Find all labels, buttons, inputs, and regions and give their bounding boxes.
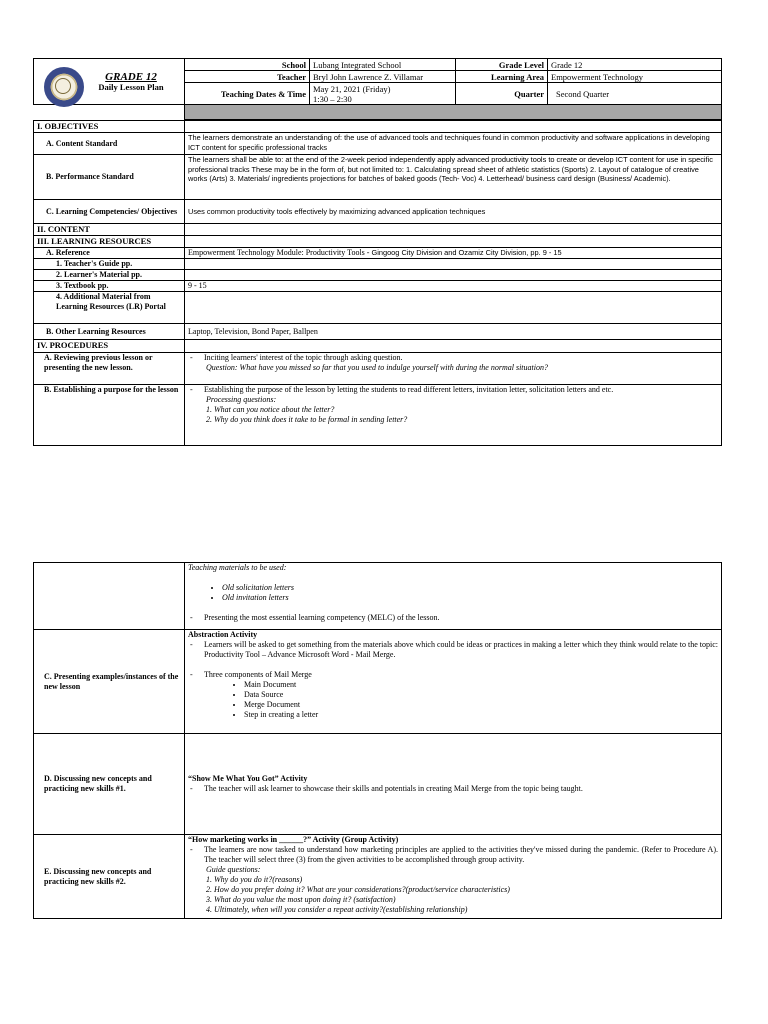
quarter-value: Second Quarter: [548, 83, 722, 105]
reference-text-module: Empowerment Technology Module: Productivity Tools -: [188, 248, 372, 257]
textbook-label: 3. Textbook pp.: [34, 281, 185, 292]
learning-area-label: Learning Area: [456, 71, 548, 83]
mail-merge-component: • Step in creating a letter: [244, 710, 718, 720]
additional-material-label: 4. Additional Material from Learning Resources (LR) Portal: [34, 292, 185, 324]
material-item: • Old solicitation letters: [222, 583, 718, 593]
processing-question-2: 2. Why do you think does it take to be formal in sending letter?: [206, 415, 408, 424]
teacher-label: Teacher: [185, 71, 310, 83]
dates-value-time: 1:30 – 2:30: [313, 93, 352, 104]
procedure-a-question: Question: What have you missed so far that you used to indulge yourself with during the normal situation?: [206, 363, 548, 372]
procedure-e-label: E. Discussing new concepts and practicing new skills #2.: [34, 835, 185, 919]
objectives-heading: I. OBJECTIVES: [34, 121, 185, 133]
dash-mark: -: [190, 385, 193, 394]
procedure-b-continued: [185, 563, 722, 630]
dash-mark: -: [190, 670, 193, 679]
quarter-label: Quarter: [456, 83, 548, 105]
dash-mark: -: [190, 784, 193, 793]
lesson-plan-page-2: [0, 562, 768, 919]
mail-merge-component: • Merge Document: [244, 700, 718, 710]
gray-band: [185, 105, 722, 120]
learners-material-label: 2. Learner's Material pp.: [34, 270, 185, 281]
guide-question-4: 4. Ultimately, when will you consider a repeat activity?(establishing relationship): [206, 905, 468, 914]
content-standard-label: A. Content Standard: [34, 133, 185, 155]
abstraction-activity-title: Abstraction Activity: [188, 630, 258, 639]
teacher-value: Bryl John Lawrence Z. Villamar: [310, 71, 456, 83]
dash-mark: -: [190, 640, 193, 649]
procedure-b-text: Establishing the purpose of the lesson by letting the students to read different letters, invitation letter, solicitation letters and etc.: [204, 385, 614, 394]
mail-merge-components-label: Three components of Mail Merge: [204, 670, 312, 679]
header-table: [33, 58, 722, 120]
dates-value-date: May 21, 2021 (Friday): [313, 83, 391, 94]
marketing-activity-title: “How marketing works in ______?” Activity (Group Activity): [188, 835, 399, 844]
dash-mark: -: [190, 613, 193, 622]
guide-question-2: 2. How do you prefer doing it? What are your considerations?(product/service characteristics): [206, 885, 510, 894]
procedure-b-content: [185, 385, 722, 446]
procedure-d-label: D. Discussing new concepts and practicing new skills #1.: [34, 734, 185, 835]
guide-question-1: 1. Why do you do it?(reasons): [206, 875, 303, 884]
procedures-heading: IV. PROCEDURES: [34, 340, 185, 353]
processing-question-1: 1. What can you notice about the letter?: [206, 405, 335, 414]
reference-label: A. Reference: [34, 248, 185, 259]
teachers-guide-label: 1. Teacher's Guide pp.: [34, 259, 185, 270]
textbook-value: 9 - 15: [185, 281, 722, 292]
dates-label: Teaching Dates & Time: [185, 83, 310, 105]
lesson-plan-page-1: [0, 58, 768, 446]
procedure-b-label: B. Establishing a purpose for the lesson: [34, 385, 185, 446]
processing-questions-label: Processing questions:: [206, 395, 277, 404]
dates-value: [310, 83, 456, 105]
grade-level-value: Grade 12: [548, 59, 722, 71]
content-heading: II. CONTENT: [34, 224, 185, 236]
learning-area-value: Empowerment Technology: [548, 71, 722, 83]
guide-questions-label: Guide questions:: [206, 865, 261, 874]
other-resources-value: Laptop, Television, Bond Paper, Ballpen: [185, 324, 722, 340]
material-item: • Old invitation letters: [222, 593, 718, 603]
performance-standard-text: The learners shall be able to: at the end of the 2-week period independently apply advanced productivity tools to create or develop ICT content for use in specific professional tracks These may be in the form of, but not limited to: 1. Calculating spread sheet of athletic statistics (Sports) 2. Layout of catalogue of creative works (Arts) 3. Materials/ ingredients projections for batches of baked goods (Tech- Voc) 4. Letterhead/ business card design (Business/ Academic).: [185, 155, 722, 200]
dash-mark: -: [190, 353, 193, 362]
mail-merge-component: • Main Document: [244, 680, 718, 690]
content-standard-text: The learners demonstrate an understanding of: the use of advanced tools and techniques found in common productivity and software applications in developing ICT content for specific professional tracks: [185, 133, 722, 155]
reference-text: [185, 248, 722, 259]
main-table-2: [33, 562, 722, 919]
mail-merge-component: • Data Source: [244, 690, 718, 700]
school-label: School: [185, 59, 310, 71]
plan-title: Daily Lesson Plan: [98, 81, 164, 92]
procedure-d-content: [185, 734, 722, 835]
grade-level-label: Grade Level: [456, 59, 548, 71]
resources-heading: III. LEARNING RESOURCES: [34, 236, 185, 248]
guide-question-3: 3. What do you value the most upon doing it? (satisfaction): [206, 895, 396, 904]
competencies-label: C. Learning Competencies/ Objectives: [34, 200, 185, 224]
procedure-c-content: [185, 630, 722, 734]
show-me-activity-title: “Show Me What You Got” Activity: [188, 774, 308, 783]
procedure-c-text: Learners will be asked to get something from the materials above which could be ideas or practices in making a letter which they think would relate to the topic: Productivity Tool – Advance Microsoft Word - Mail Merge.: [204, 640, 718, 659]
main-table-1: [33, 120, 722, 446]
procedure-e-content: [185, 835, 722, 919]
grade-title: GRADE 12: [105, 70, 157, 83]
melc-text: Presenting the most essential learning competency (MELC) of the lesson.: [204, 613, 440, 622]
reference-text-division: Gingoog City Division and Ozamiz City Division, pp. 9 - 15: [371, 248, 562, 257]
competencies-text: Uses common productivity tools effectively by maximizing advanced application techniques: [185, 200, 722, 224]
school-value: Lubang Integrated School: [310, 59, 456, 71]
procedure-e-text: The learners are now tasked to understand how marketing principles are applied to the activities they've missed during the pandemic. (Refer to Procedure A). The teacher will select three (3) from the given activities to be accomplished through group activity.: [204, 845, 718, 864]
procedure-a-content: [185, 353, 722, 385]
procedure-a-text: Inciting learners' interest of the topic through asking question.: [204, 353, 403, 362]
logo-cell: [34, 59, 185, 105]
deped-seal-icon: [44, 67, 84, 107]
performance-standard-label: B. Performance Standard: [34, 155, 185, 200]
procedure-a-label: A. Reviewing previous lesson or presenting the new lesson.: [34, 353, 185, 385]
procedure-c-label: C. Presenting examples/instances of the new lesson: [34, 630, 185, 734]
teaching-materials-label: Teaching materials to be used:: [188, 563, 287, 572]
other-resources-label: B. Other Learning Resources: [34, 324, 185, 340]
procedure-d-text: The teacher will ask learner to showcase their skills and potentials in creating Mail Merge from the topic being taught.: [204, 784, 583, 793]
dash-mark: -: [190, 845, 193, 854]
